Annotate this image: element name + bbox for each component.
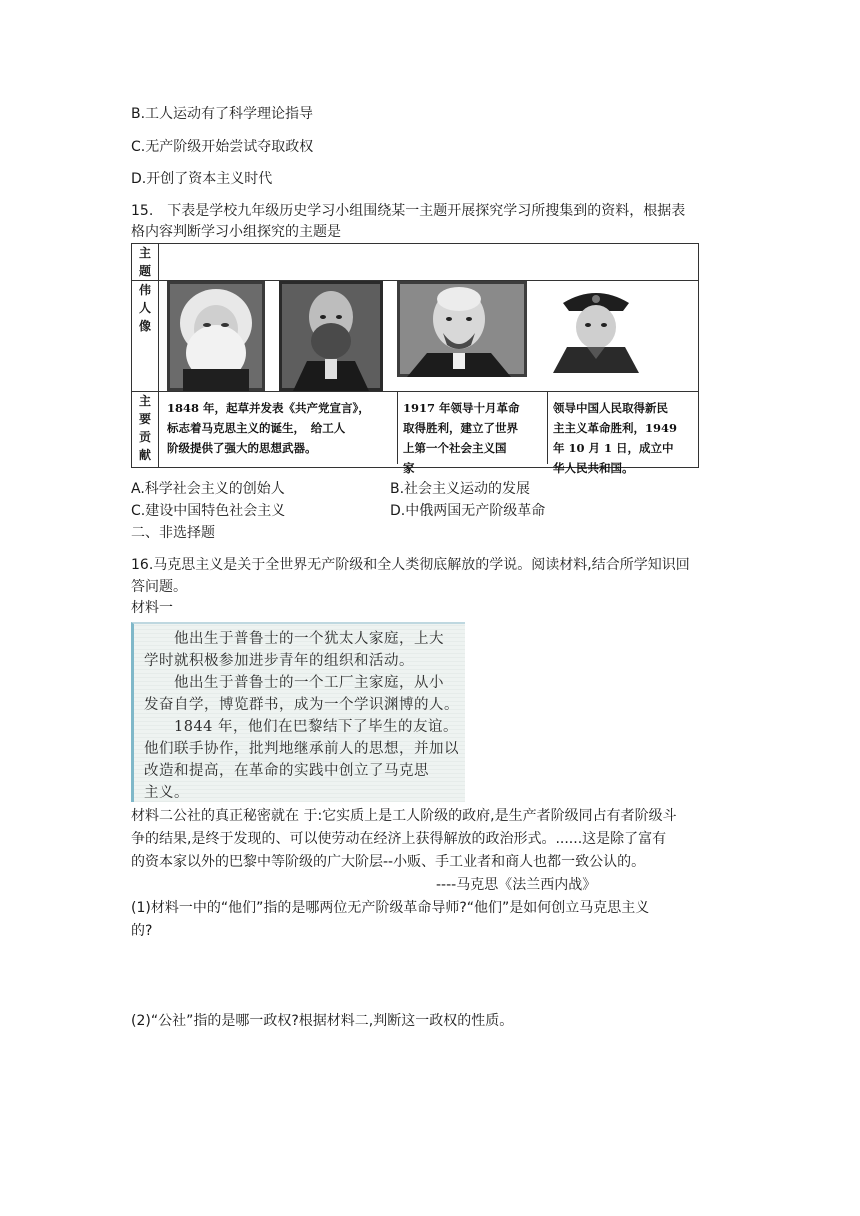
marx-portrait <box>167 281 265 391</box>
row-head-contributions: 主 要 贡 献 <box>132 392 159 468</box>
contribution-marx-engels: 1848 年，起草并发表《共产党宣言》， 标志着马克思主义的诞生， 给工人 阶级提供了强大的思想武器。 <box>167 401 370 455</box>
row-head-portraits: 伟 人 像 <box>132 281 159 392</box>
q15-option-a: A.科学社会主义的创始人 <box>131 481 285 497</box>
q16-stem-line2: 答问题。 <box>131 579 187 595</box>
q16-sub2: (2)“公社”指的是哪一政权?根据材料二,判断这一政权的性质。 <box>131 1013 514 1029</box>
lenin-portrait <box>397 281 527 377</box>
material1-excerpt <box>131 622 465 802</box>
contribution-lenin: 1917 年领导十月革命 取得胜利，建立了世界 上第一个社会主义国 家 <box>403 401 520 475</box>
q16-sub1-line2: 的? <box>131 923 153 939</box>
q14-option-d: D.开创了资本主义时代 <box>131 171 273 187</box>
column-divider <box>547 392 548 464</box>
q14-option-c: C.无产阶级开始尝试夺取政权 <box>131 139 314 155</box>
excerpt-line: 学时就积极参加进步青年的组织和活动。 <box>144 653 414 669</box>
q16-sub1-line1: (1)材料一中的“他们”指的是哪两位无产阶级革命导师?“他们”是如何创立马克思主义 <box>131 900 650 916</box>
q16-stem-line1: 16.马克思主义是关于全世界无产阶级和全人类彻底解放的学说。阅读材料,结合所学知识回 <box>131 557 690 573</box>
section-title: 二、非选择题 <box>131 525 215 541</box>
row-head-theme: 主 题 <box>132 244 159 281</box>
material2-line2: 争的结果,是终于发现的、可以使劳动在经济上获得解放的政治形式。......这是除了富有 <box>131 831 667 847</box>
q15-stem-line2: 格内容判断学习小组探究的主题是 <box>131 224 341 240</box>
excerpt-line: 改造和提高，在革命的实践中创立了马克思 <box>144 763 429 779</box>
q14-option-b: B.工人运动有了科学理论指导 <box>131 106 314 122</box>
excerpt-line: 他出生于普鲁士的一个工厂主家庭，从小 <box>144 675 444 691</box>
excerpt-line: 发奋自学，博览群书，成为一个学识渊博的人。 <box>144 697 459 713</box>
mao-portrait <box>543 281 649 373</box>
excerpt-line: 主义。 <box>144 785 189 801</box>
q15-option-d: D.中俄两国无产阶级革命 <box>390 503 546 519</box>
engels-portrait <box>279 281 383 391</box>
q15-table <box>131 243 699 475</box>
material2-source: ----马克思《法兰西内战》 <box>436 877 597 893</box>
portraits-cell <box>159 281 699 392</box>
excerpt-line: 他们联手协作，批判地继承前人的思想，并加以 <box>144 741 459 757</box>
material2-line3: 的资本家以外的巴黎中等阶级的广大阶层--小贩、手工业者和商人也都一致公认的。 <box>131 854 646 870</box>
q15-option-b: B.社会主义运动的发展 <box>390 481 531 497</box>
column-divider <box>397 392 398 464</box>
contribution-mao: 领导中国人民取得新民 主主义革命胜利，1949 年 10 月 1 日，成立中 华人民共和国。 <box>553 401 678 475</box>
excerpt-line: 1844 年，他们在巴黎结下了毕生的友谊。 <box>144 719 459 735</box>
material1-label: 材料一 <box>131 600 173 616</box>
q15-stem-line1: 15. 下表是学校九年级历史学习小组围绕某一主题开展探究学习所搜集到的资料，根据表 <box>131 203 686 219</box>
excerpt-line: 他出生于普鲁士的一个犹太人家庭，上大 <box>144 631 444 647</box>
q15-option-c: C.建设中国特色社会主义 <box>131 503 286 519</box>
material2-line1: 材料二公社的真正秘密就在 于:它实质上是工人阶级的政府,是生产者阶级同占有者阶级斗 <box>131 808 677 824</box>
contributions-cell <box>159 392 699 475</box>
theme-cell <box>159 244 699 281</box>
